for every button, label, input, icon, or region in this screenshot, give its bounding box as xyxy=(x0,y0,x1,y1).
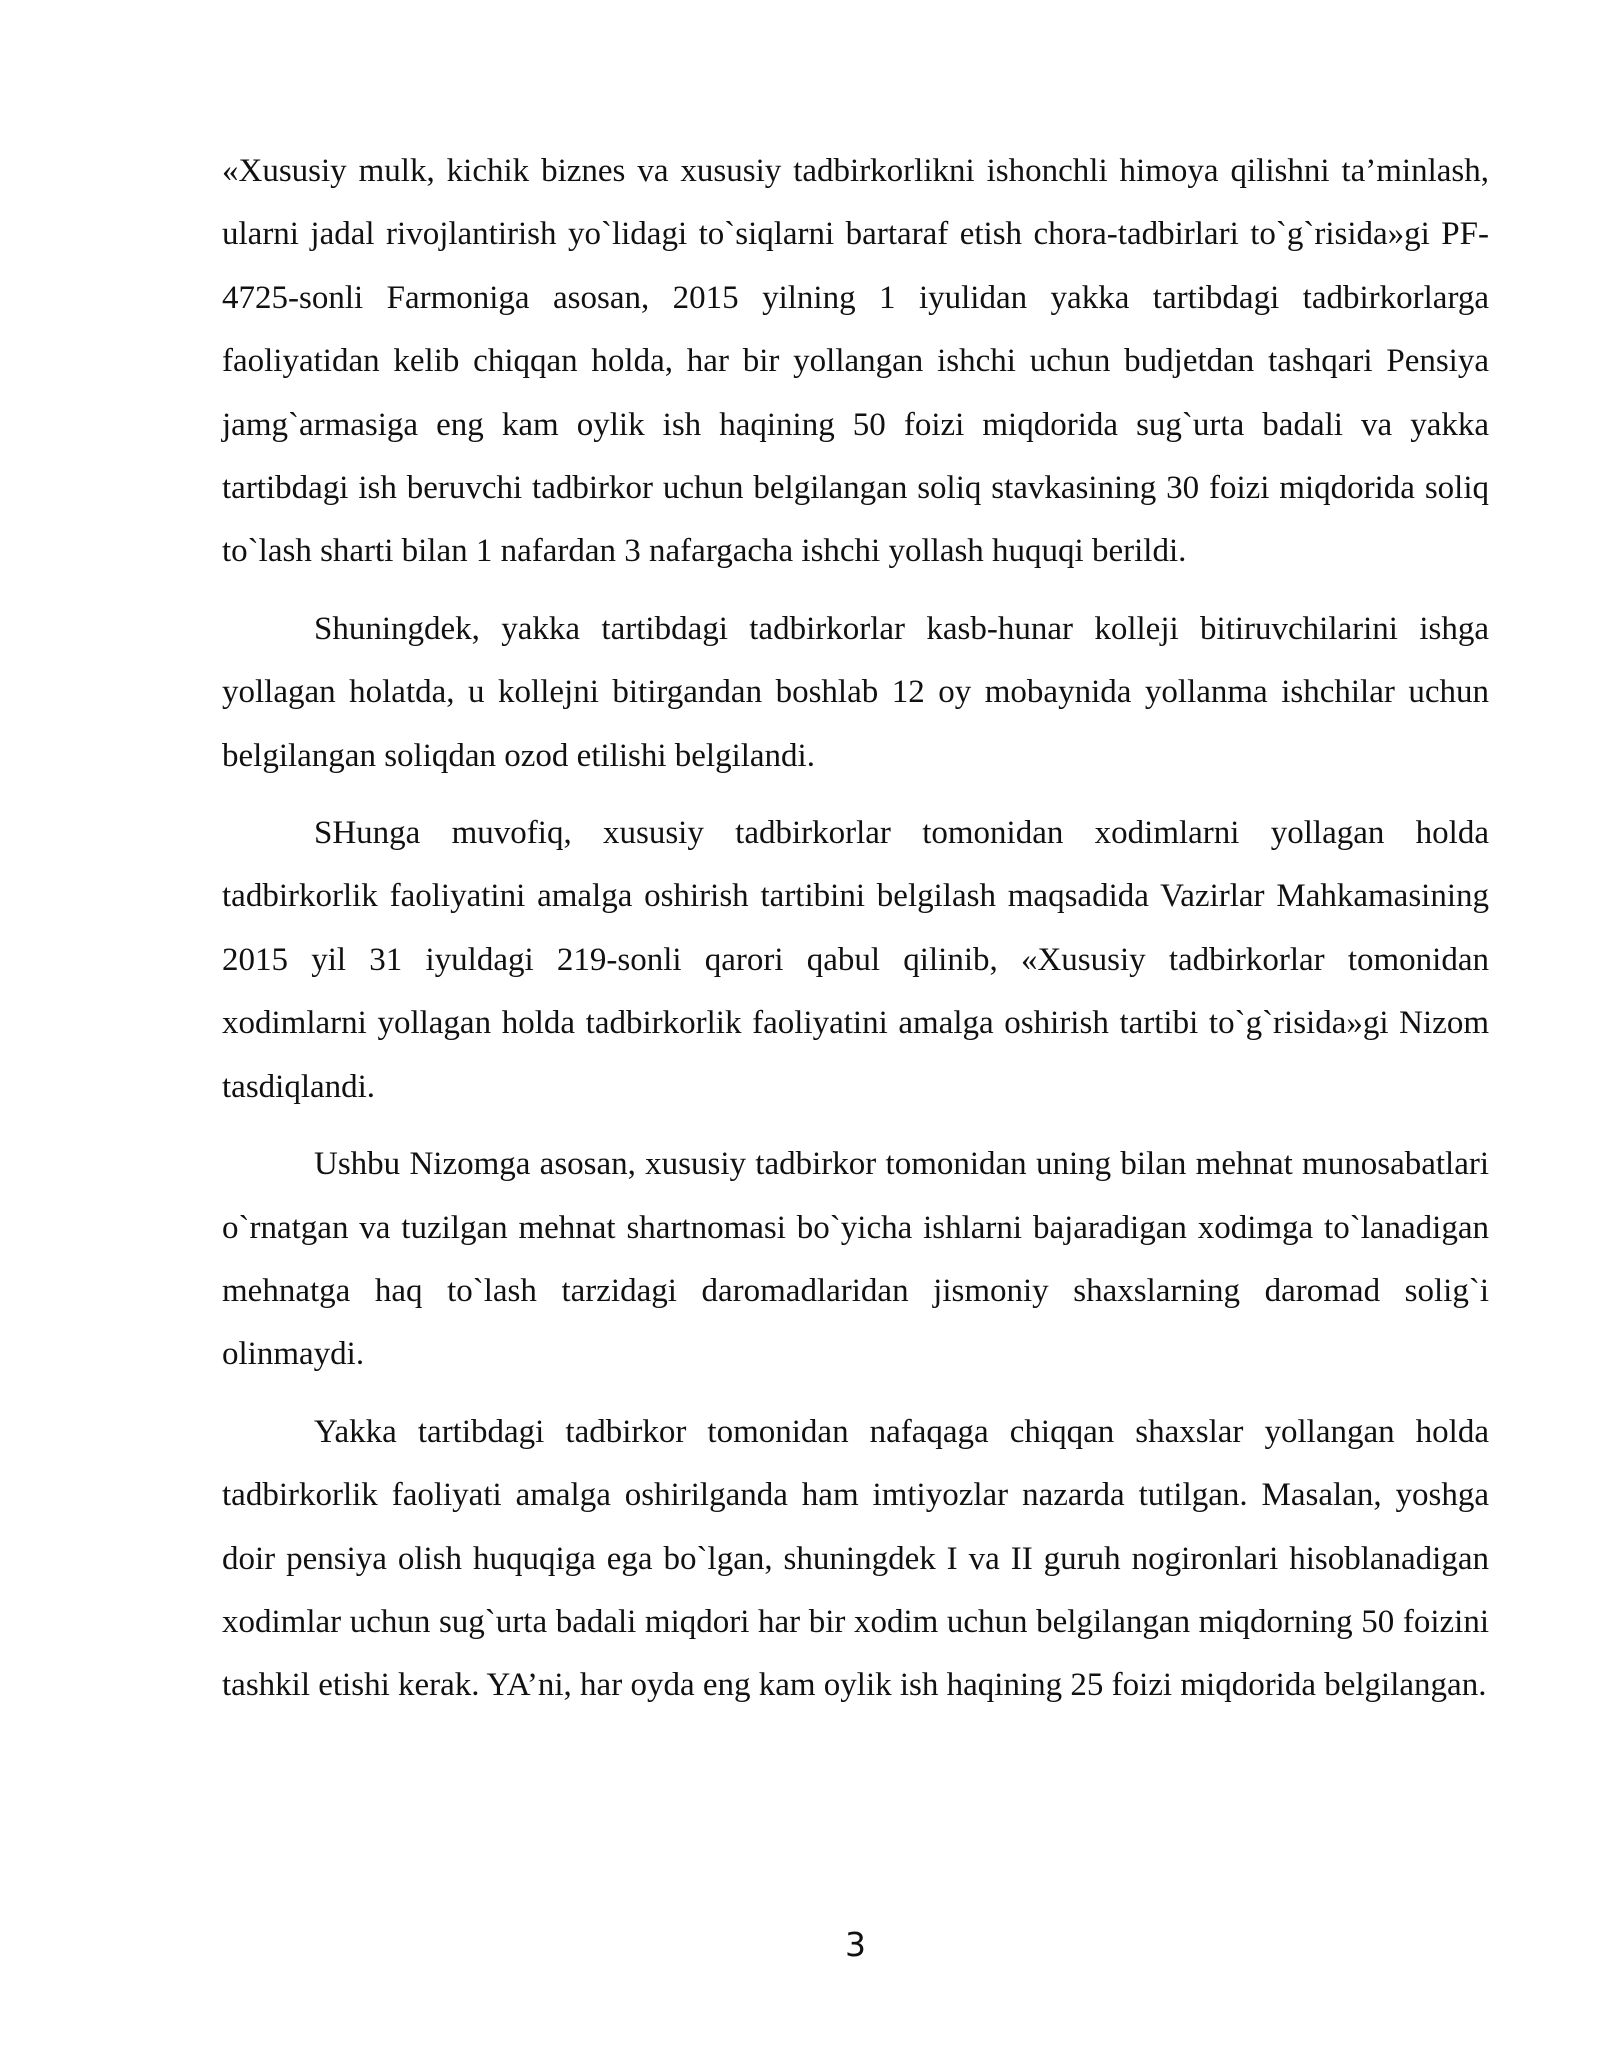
body-text xyxy=(222,140,1489,1732)
paragraph-3: SHunga muvofiq, xususiy tadbirkorlar tomonidan xodimlarni yollagan holda tadbirkorlik faoliyatini amalga oshirish tartibini belgilash maqsadida Vazirlar Mahkamasining 2015 yil 31 iyuldagi 219-sonli qarori qabul qilinib, «Xususiy tadbirkorlar tomonidan xodimlarni yollagan holda tadbirkorlik faoliyatini amalga oshirish tartibi to`g`risida»gi Nizom tasdiqlandi. xyxy=(222,815,1489,1105)
paragraph-4: Ushbu Nizomga asosan, xususiy tadbirkor tomonidan uning bilan mehnat munosabatlari o`rnatgan va tuzilgan mehnat shartnomasi bo`yicha ishlarni bajaradigan xodimga to`lanadigan mehnatga haq to`lash tarzidagi daromadlaridan jismoniy shaxslarning daromad solig`i olinmaydi. xyxy=(222,1146,1489,1373)
page-number: 3 xyxy=(845,1925,866,1964)
paragraph-1: «Xususiy mulk, kichik biznes va xususiy tadbirkorlikni ishonchli himoya qilishni ta’minlash, ularni jadal rivojlantirish yo`lidagi to`siqlarni bartaraf etish chora-tadbirlari to`g`risida»gi PF-4725-sonli Farmoniga asosan, 2015 yilning 1 iyulidan yakka tartibdagi tadbirkorlarga faoliyatidan kelib chiqqan holda, har bir yollangan ishchi uchun budjetdan tashqari Pensiya jamg`armasiga eng kam oylik ish haqining 50 foizi miqdorida sug`urta badali va yakka tartibdagi ish beruvchi tadbirkor uchun belgilangan soliq stavkasining 30 foizi miqdorida soliq to`lash sharti bilan 1 nafardan 3 nafargacha ishchi yollash huquqi berildi. xyxy=(222,153,1489,570)
paragraph-5: Yakka tartibdagi tadbirkor tomonidan nafaqaga chiqqan shaxslar yollangan holda tadbirkorlik faoliyati amalga oshirilganda ham imtiyozlar nazarda tutilgan. Masalan, yoshga doir pensiya olish huquqiga ega bo`lgan, shuningdek I va II guruh nogironlari hisoblanadigan xodimlar uchun sug`urta badali miqdori har bir xodim uchun belgilangan miqdorning 50 foizini tashkil etishi kerak. YA’ni, har oyda eng kam oylik ish haqining 25 foizi miqdorida belgilangan. xyxy=(222,1413,1489,1704)
paragraph-2: Shuningdek, yakka tartibdagi tadbirkorlar kasb-hunar kolleji bitiruvchilarini ishga yollagan holatda, u kollejni bitirgandan boshlab 12 oy mobaynida yollanma ishchilar uchun belgilangan soliqdan ozod etilishi belgilandi. xyxy=(222,610,1489,774)
